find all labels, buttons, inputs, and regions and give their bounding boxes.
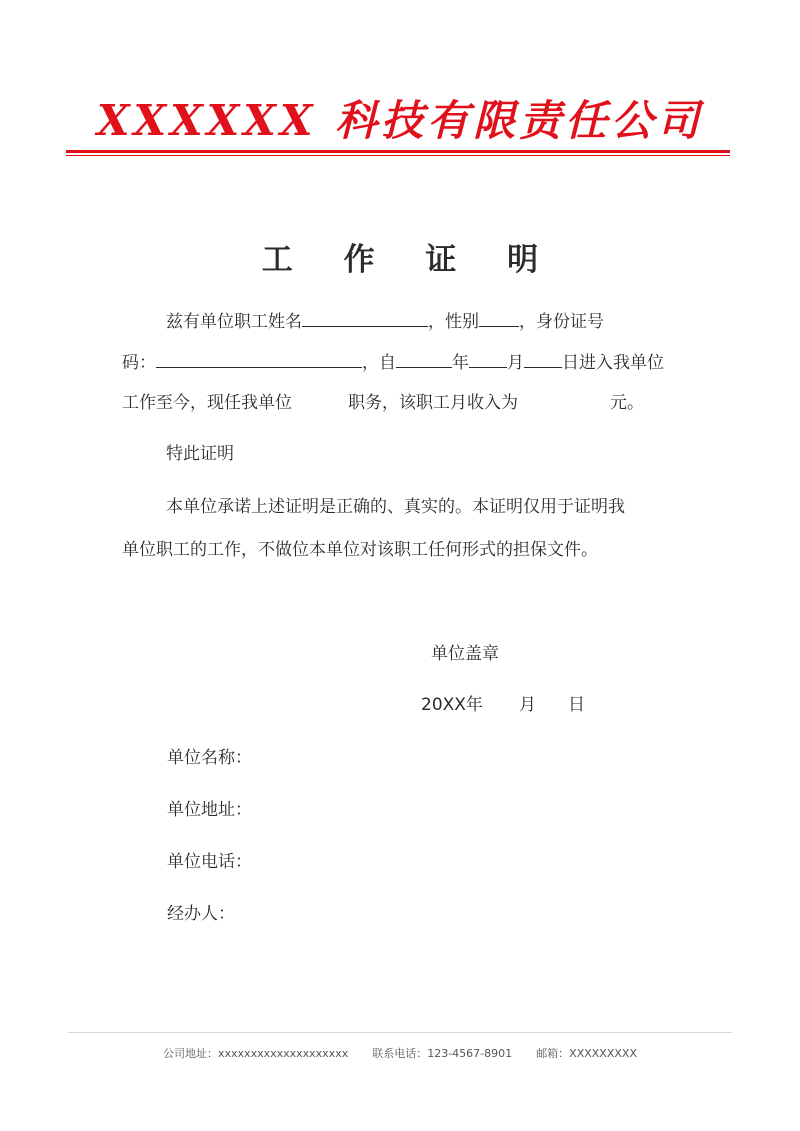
text-segment: ，自 — [362, 353, 396, 373]
footer — [0, 1045, 800, 1061]
unit-phone-label: 单位电话： — [167, 852, 252, 872]
paragraph-line — [122, 390, 644, 416]
text-segment: 工作至今，现任我单位 — [122, 393, 292, 413]
footer-divider — [68, 1032, 732, 1033]
company-name: XXXXXX 科技有限责任公司 — [96, 96, 704, 145]
date-year: 20XX年 — [421, 695, 483, 715]
paragraph-line — [122, 347, 664, 376]
unit-name-label: 单位名称： — [167, 748, 252, 768]
document-title: 工 作 证 明 — [261, 242, 559, 278]
commitment-line-1: 本单位承诺上述证明是正确的、真实的。本证明仅用于证明我 — [166, 497, 625, 517]
day-blank[interactable] — [524, 347, 562, 368]
text-segment: ，性别 — [428, 312, 479, 332]
text-segment: 年 — [452, 353, 469, 373]
commitment-line-2: 单位职工的工作，不做位本单位对该职工任何形式的担保文件。 — [122, 540, 598, 560]
footer-phone: 联系电话：123-4567-8901 — [372, 1047, 513, 1060]
text-segment: 日进入我单位 — [562, 353, 664, 373]
text-segment: 兹有单位职工姓名 — [166, 312, 302, 332]
id-number-blank[interactable] — [156, 347, 362, 368]
date-day: 日 — [567, 695, 585, 715]
header-divider — [66, 150, 730, 153]
text-segment: 码： — [122, 353, 156, 373]
certification-statement: 特此证明 — [166, 444, 234, 464]
year-blank[interactable] — [396, 347, 452, 368]
gender-blank[interactable] — [479, 306, 519, 327]
text-segment: 元。 — [610, 393, 644, 413]
date-month: 月 — [518, 695, 536, 715]
handler-label: 经办人： — [167, 904, 235, 924]
text-segment: 职务，该职工月收入为 — [348, 393, 518, 413]
footer-address: 公司地址：xxxxxxxxxxxxxxxxxxxx — [163, 1047, 349, 1060]
name-blank[interactable] — [302, 306, 428, 327]
date-line — [421, 692, 585, 718]
header-divider-thin — [66, 155, 730, 156]
text-segment: 月 — [507, 353, 524, 373]
footer-email: 邮箱：XXXXXXXXX — [536, 1047, 637, 1060]
month-blank[interactable] — [469, 347, 507, 368]
paragraph-line — [166, 306, 604, 335]
seal-label: 单位盖章 — [431, 644, 499, 664]
text-segment: ，身份证号 — [519, 312, 604, 332]
unit-address-label: 单位地址： — [167, 800, 252, 820]
